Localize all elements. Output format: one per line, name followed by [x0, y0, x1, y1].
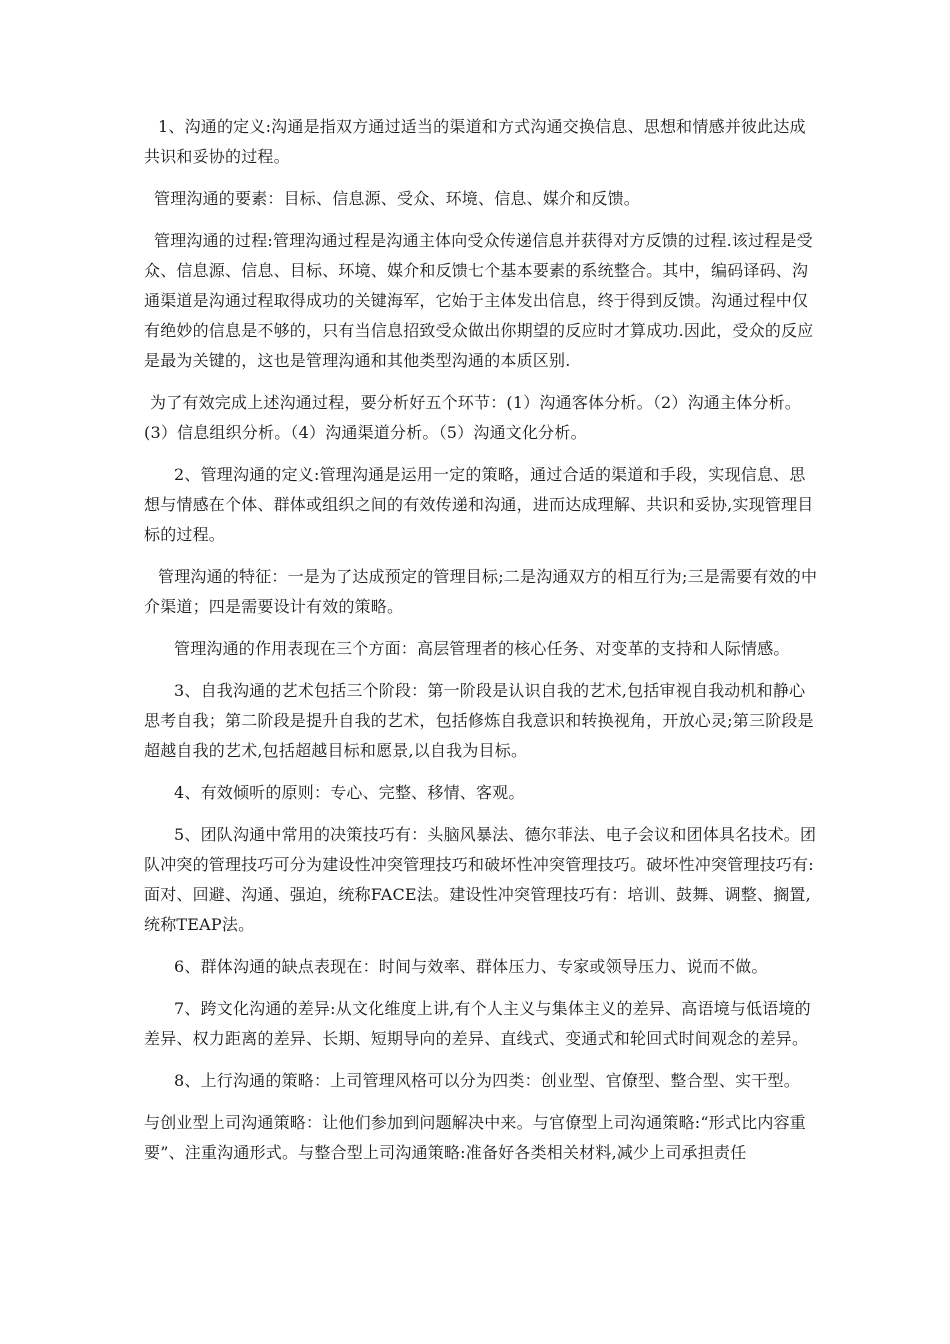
paragraph-group-communication-drawbacks: 6、群体沟通的缺点表现在：时间与效率、群体压力、专家或领导压力、说而不做。: [174, 957, 768, 976]
paragraph-boss-type-strategies: 与创业型上司沟通策略：让他们参加到问题解决中来。与官僚型上司沟通策略:“形式比内容重要”、注重沟通形式。与整合型上司沟通策略:准备好各类相关材料,减少上司承担责任: [144, 1113, 806, 1162]
paragraph-management-communication-definition: 2、管理沟通的定义:管理沟通是运用一定的策略，通过合适的渠道和手段，实现信息、思想与情感在个体、群体或组织之间的有效传递和沟通，进而达成理解、共识和妥协,实现管理目标的过程。: [144, 465, 814, 544]
paragraph-upward-communication-strategies: 8、上行沟通的策略：上司管理风格可以分为四类：创业型、官僚型、整合型、实干型。: [174, 1071, 800, 1090]
paragraph-self-communication-stages: 3、自我沟通的艺术包括三个阶段：第一阶段是认识自我的艺术,包括审视自我动机和静心思考自我；第二阶段是提升自我的艺术，包括修炼自我意识和转换视角，开放心灵;第三阶段是超越自我的艺术,包括超越目标和愿景,以自我为目标。: [144, 681, 814, 760]
document-page: [144, 112, 820, 1180]
paragraph-effective-listening-principles: 4、有效倾听的原则：专心、完整、移情、客观。: [174, 783, 525, 802]
paragraph-team-communication-techniques: 5、团队沟通中常用的决策技巧有：头脑风暴法、德尔菲法、电子会议和团体具名技术。团队冲突的管理技巧可分为建设性冲突管理技巧和破坏性冲突管理技巧。破坏性冲突管理技巧有:面对、回避、沟通、强迫，统称FACE法。建设性冲突管理技巧有：培训、鼓舞、调整、搁置,统称TEAP法。: [144, 825, 817, 934]
paragraph-management-communication-roles: 管理沟通的作用表现在三个方面：高层管理者的核心任务、对变革的支持和人际情感。: [174, 639, 790, 658]
paragraph-definition-of-communication: 1、沟通的定义:沟通是指双方通过适当的渠道和方式沟通交换信息、思想和情感并彼此达成共识和妥协的过程。: [144, 117, 806, 166]
paragraph-cross-cultural-differences: 7、跨文化沟通的差异:从文化维度上讲,有个人主义与集体主义的差异、高语境与低语境的差异、权力距离的差异、长期、短期导向的差异、直线式、变通式和轮回式时间观念的差异。: [144, 999, 811, 1048]
paragraph-management-communication-process: 管理沟通的过程:管理沟通过程是沟通主体向受众传递信息并获得对方反馈的过程.该过程是受众、信息源、信息、目标、环境、媒介和反馈七个基本要素的系统整合。其中，编码译码、沟通渠道是沟通过程取得成功的关键海军，它始于主体发出信息，终于得到反馈。沟通过程中仅有绝妙的信息是不够的，只有当信息招致受众做出你期望的反应时才算成功.因此，受众的反应是最为关键的，这也是管理沟通和其他类型沟通的本质区别.: [144, 231, 814, 370]
paragraph-management-communication-features: 管理沟通的特征：一是为了达成预定的管理目标;二是沟通双方的相互行为;三是需要有效的中介渠道；四是需要设计有效的策略。: [144, 567, 818, 616]
paragraph-management-communication-elements: 管理沟通的要素：目标、信息源、受众、环境、信息、媒介和反馈。: [154, 189, 641, 208]
paragraph-five-analysis-steps: 为了有效完成上述沟通过程，要分析好五个环节：(1）沟通客体分析。（2）沟通主体分析。(3）信息组织分析。（4）沟通渠道分析。（5）沟通文化分析。: [144, 393, 802, 442]
